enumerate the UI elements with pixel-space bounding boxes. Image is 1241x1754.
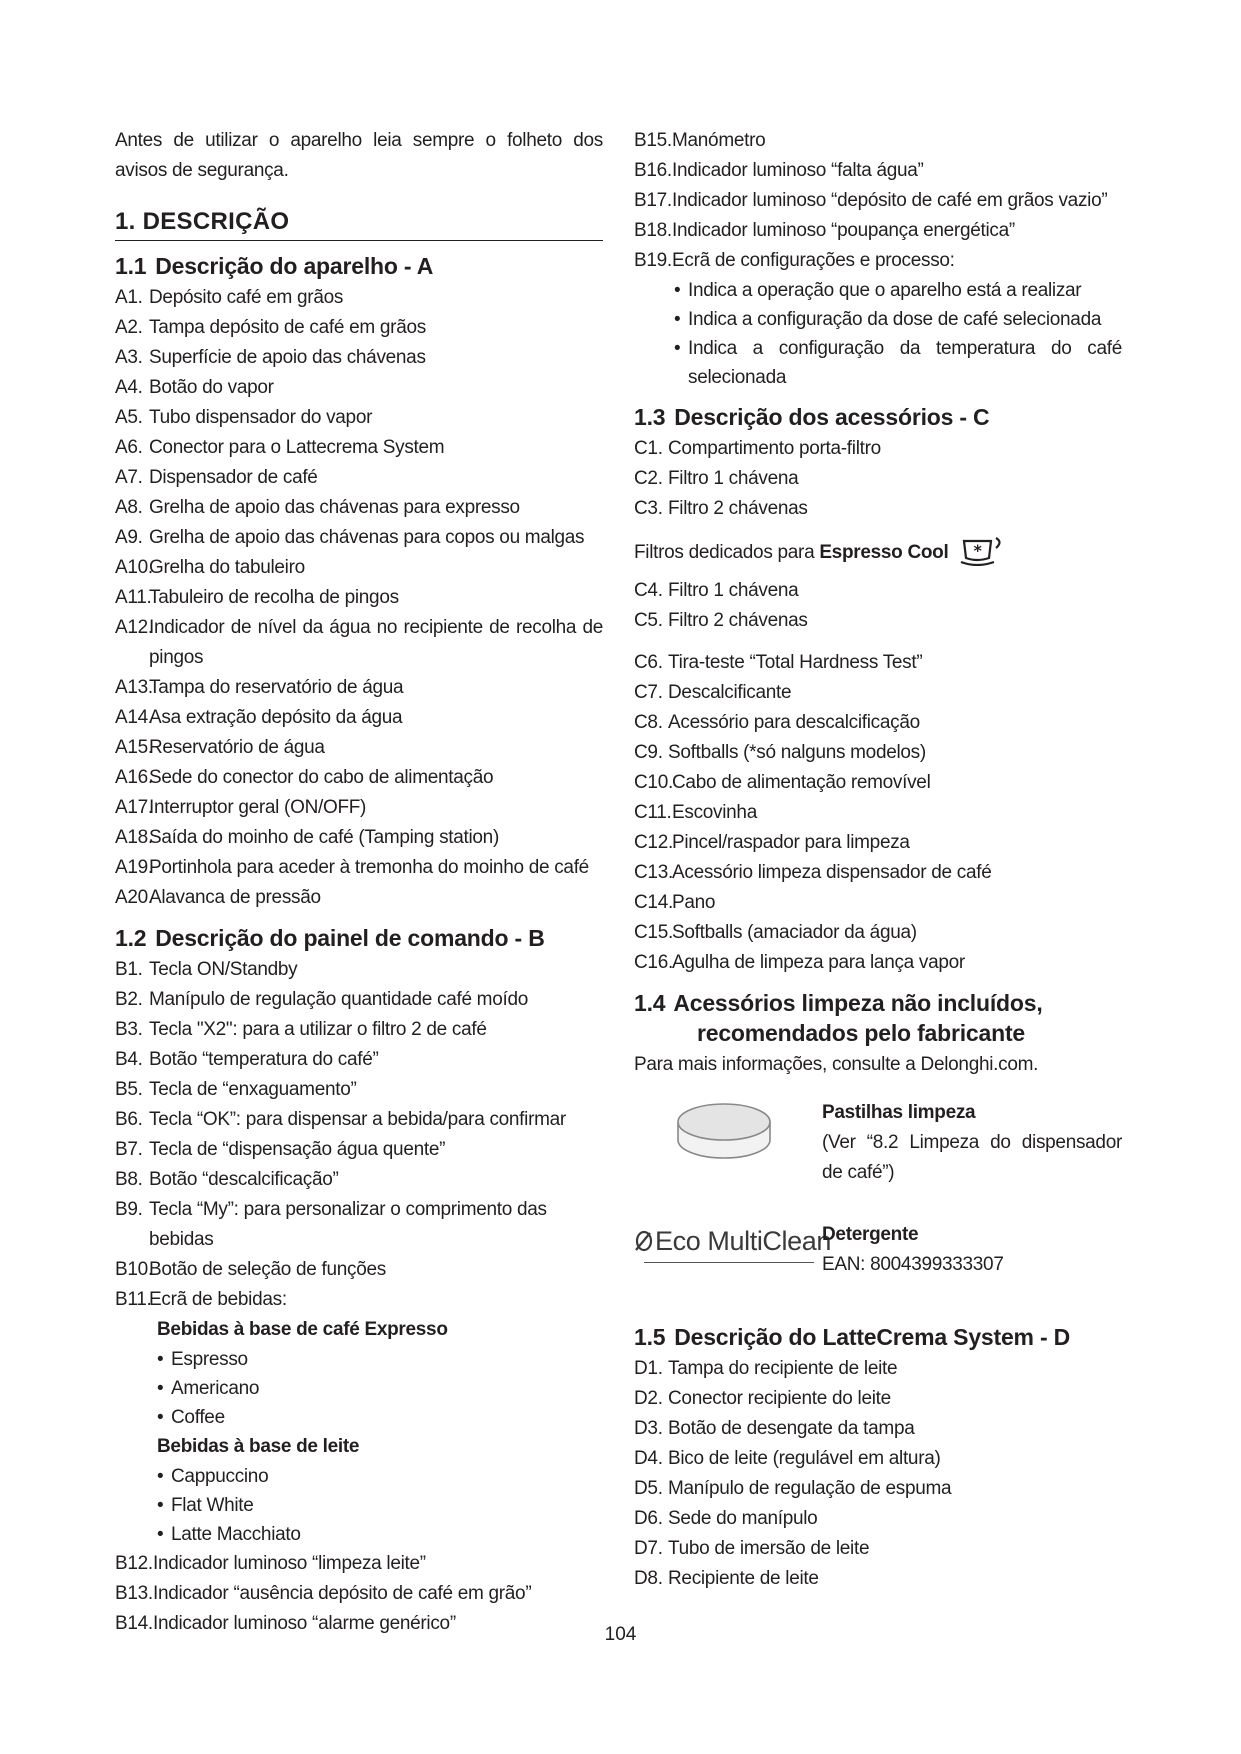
list-item: B4. Botão “temperatura do café” — [115, 1049, 379, 1070]
espresso-cool-icon — [959, 536, 1007, 576]
list-item: D6. Sede do manípulo — [634, 1508, 818, 1529]
list-item: C14. Pano — [634, 892, 716, 913]
list-item: C8. Acessório para descalcificação — [634, 712, 920, 733]
list-item: A14. Asa extração depósito da água — [115, 707, 403, 728]
list-item: C5. Filtro 2 chávenas — [634, 610, 808, 631]
list-item: A16. Sede do conector do cabo de alimentação — [115, 767, 494, 788]
detergent — [634, 1216, 1122, 1312]
list-item: B7. Tecla de “dispensação água quente” — [115, 1139, 446, 1160]
espresso-drinks-title: Bebidas à base de café Expresso — [157, 1319, 448, 1340]
list-item: B1. Tecla ON/Standby — [115, 959, 298, 980]
left-column — [115, 126, 603, 1639]
list-item: A15. Reservatório de água — [115, 737, 325, 758]
list-item: B9. Tecla “My”: para personalizar o comprimento das bebidas — [115, 1199, 547, 1250]
section-title: Descrição dos acessórios - C — [674, 404, 990, 430]
list-item: C16. Agulha de limpeza para lança vapor — [634, 952, 965, 973]
list-item: B16. Indicador luminoso “falta água” — [634, 160, 924, 181]
list-item: A2. Tampa depósito de café em grãos — [115, 317, 426, 338]
espresso-drink-item: • Americano — [115, 1374, 603, 1403]
section-number: 1.1 — [115, 253, 147, 279]
list-item: A5. Tubo dispensador do vapor — [115, 407, 373, 428]
list-item: B13. Indicador “ausência depósito de café em grão” — [115, 1583, 532, 1604]
list-a — [115, 283, 603, 913]
detergent-ean: EAN: 8004399333307 — [822, 1254, 1004, 1275]
list-item: C1. Compartimento porta-filtro — [634, 438, 881, 459]
list-item: A3. Superfície de apoio das chávenas — [115, 347, 426, 368]
milk-drink-item: • Cappuccino — [115, 1462, 603, 1491]
list-item: A8. Grelha de apoio das chávenas para expresso — [115, 497, 520, 518]
list-item: D4. Bico de leite (regulável em altura) — [634, 1448, 941, 1469]
section-1-2-heading — [115, 923, 603, 953]
list-item: B8. Botão “descalcificação” — [115, 1169, 339, 1190]
espresso-drink-item: • Espresso — [115, 1345, 603, 1374]
section-number: 1.5 — [634, 1324, 666, 1350]
list-c — [634, 434, 1122, 524]
cleaning-tablets — [634, 1092, 1122, 1212]
more-info-text: Para mais informações, consulte a Delonghi.com. — [634, 1054, 1039, 1075]
page-number: 104 — [604, 1624, 637, 1645]
espresso-cool-line — [634, 536, 1122, 576]
list-item: D1. Tampa do recipiente de leite — [634, 1358, 898, 1379]
section-1-1-heading — [115, 251, 603, 281]
list-item: B5. Tecla de “enxaguamento” — [115, 1079, 357, 1100]
espresso-cool-label: Espresso Cool — [819, 542, 949, 563]
list-item: C12. Pincel/raspador para limpeza — [634, 832, 910, 853]
list-item: C4. Filtro 1 chávena — [634, 580, 799, 601]
list-item: B11. Ecrã de bebidas: — [115, 1289, 287, 1310]
list-item: C6. Tira-teste “Total Hardness Test” — [634, 652, 923, 673]
section-number: 1.4 — [634, 990, 666, 1016]
list-item: A17. Interruptor geral (ON/OFF) — [115, 797, 367, 818]
list-item: A4. Botão do vapor — [115, 377, 274, 398]
list-item: B10. Botão de seleção de funções — [115, 1259, 386, 1280]
list-item: C7. Descalcificante — [634, 682, 792, 703]
cleaning-tablet-icon — [674, 1100, 774, 1169]
section-1-3-heading — [634, 402, 1122, 432]
list-item: A9. Grelha de apoio das chávenas para copos ou malgas — [115, 527, 585, 548]
list-item: C9. Softballs (*só nalguns modelos) — [634, 742, 926, 763]
list-item: C15. Softballs (amaciador da água) — [634, 922, 917, 943]
list-item: A20. Alavanca de pressão — [115, 887, 321, 908]
milk-drink-item: • Latte Macchiato — [115, 1520, 603, 1549]
logo-underline — [644, 1262, 814, 1263]
list-item: A19. Portinhola para aceder à tremonha do moinho de café — [115, 857, 589, 878]
eco-multiclean-logo-text: Eco MultiClean — [655, 1226, 831, 1256]
list-item: B17. Indicador luminoso “depósito de café em grãos vazio” — [634, 190, 1108, 211]
list-item: A12. Indicador de nível da água no recipiente de recolha de pingos — [115, 617, 603, 668]
list-item: B2. Manípulo de regulação quantidade café moído — [115, 989, 528, 1010]
list-b — [115, 955, 603, 1315]
list-item: D5. Manípulo de regulação de espuma — [634, 1478, 952, 1499]
svg-text:*: * — [973, 541, 982, 560]
section-title-line2: recomendados pelo fabricante — [697, 1020, 1025, 1046]
cleaning-tablets-title: Pastilhas limpeza — [822, 1102, 976, 1123]
list-item: B14. Indicador luminoso “alarme genérico” — [115, 1613, 456, 1634]
list-item: D7. Tubo de imersão de leite — [634, 1538, 870, 1559]
list-item: C11. Escovinha — [634, 802, 757, 823]
b19-bullet: • Indica a configuração da dose de café selecionada — [634, 305, 1122, 334]
list-b-right — [634, 126, 1122, 276]
list-item: A13. Tampa do reservatório de água — [115, 677, 404, 698]
list-item: A11. Tabuleiro de recolha de pingos — [115, 587, 399, 608]
list-item: D2. Conector recipiente do leite — [634, 1388, 891, 1409]
section-title-description: 1. DESCRIÇÃO — [115, 208, 603, 241]
list-item: A18. Saída do moinho de café (Tamping station) — [115, 827, 499, 848]
list-item: B3. Tecla "X2": para a utilizar o filtro 2 de café — [115, 1019, 487, 1040]
list-item: C2. Filtro 1 chávena — [634, 468, 799, 489]
espresso-drink-item: • Coffee — [115, 1403, 603, 1432]
list-item: B19. Ecrã de configurações e processo: — [634, 250, 955, 271]
cleaning-tablets-desc: (Ver “8.2 Limpeza do dispensador de café”) — [822, 1132, 1122, 1183]
list-d — [634, 1354, 1122, 1594]
list-item: A10. Grelha do tabuleiro — [115, 557, 305, 578]
section-title: Descrição do LatteCrema System - D — [674, 1324, 1071, 1350]
list-item: C13. Acessório limpeza dispensador de café — [634, 862, 992, 883]
section-1-5-heading — [634, 1322, 1122, 1352]
list-item: B6. Tecla “OK”: para dispensar a bebida/para confirmar — [115, 1109, 566, 1130]
eco-multiclean-logo — [634, 1226, 831, 1257]
milk-drink-item: • Flat White — [115, 1491, 603, 1520]
b19-bullet: • Indica a operação que o aparelho está a realizar — [634, 276, 1122, 305]
list-item: D8. Recipiente de leite — [634, 1568, 819, 1589]
list-c-cool — [634, 576, 1122, 636]
list-item: B15. Manómetro — [634, 130, 766, 151]
list-c-more — [634, 648, 1122, 978]
list-item: D3. Botão de desengate da tampa — [634, 1418, 915, 1439]
section-title-line1: Acessórios limpeza não incluídos, — [673, 990, 1043, 1016]
espresso-cool-prefix: Filtros dedicados para — [634, 542, 820, 563]
list-item: A1. Depósito café em grãos — [115, 287, 344, 308]
b19-bullet: • Indica a configuração da temperatura do café selecionada — [634, 334, 1122, 392]
list-item: A7. Dispensador de café — [115, 467, 318, 488]
list-item: C3. Filtro 2 chávenas — [634, 498, 808, 519]
section-title: Descrição do painel de comando - B — [155, 925, 545, 951]
list-item: B18. Indicador luminoso “poupança energética” — [634, 220, 1015, 241]
section-number: 1.2 — [115, 925, 147, 951]
list-item: B12. Indicador luminoso “limpeza leite” — [115, 1553, 426, 1574]
detergent-title: Detergente — [822, 1224, 919, 1245]
right-column — [634, 126, 1122, 1594]
milk-drinks-title: Bebidas à base de leite — [157, 1436, 360, 1457]
section-1-4-heading — [634, 988, 1122, 1048]
section-number: 1.3 — [634, 404, 666, 430]
intro-text: Antes de utilizar o aparelho leia sempre o folheto dos avisos de segurança. — [115, 130, 603, 181]
section-title: Descrição do aparelho - A — [155, 253, 434, 279]
list-item: C10. Cabo de alimentação removível — [634, 772, 931, 793]
list-item: A6. Conector para o Lattecrema System — [115, 437, 445, 458]
